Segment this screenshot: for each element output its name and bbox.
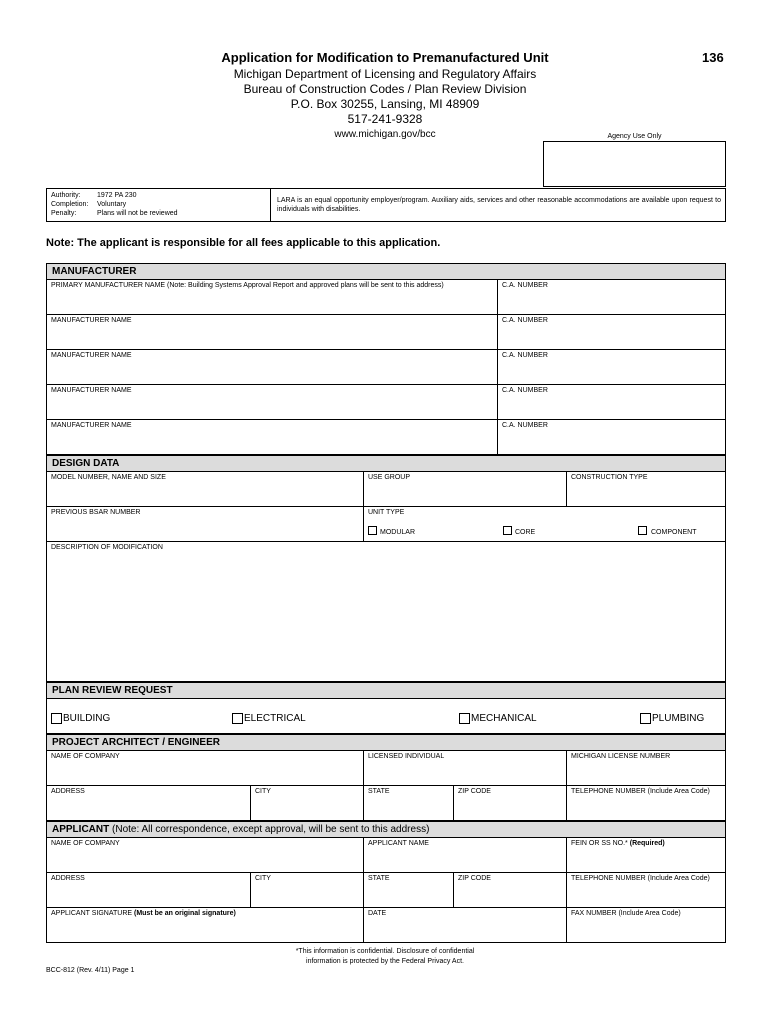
use-group-field[interactable]: USE GROUP [368, 474, 411, 481]
fein-required: (Required) [627, 840, 665, 847]
divider [250, 785, 251, 821]
modular-checkbox[interactable] [368, 526, 377, 535]
core-label: CORE [515, 529, 536, 536]
divider [46, 506, 726, 507]
ca-number-field-4[interactable]: C.A. NUMBER [502, 387, 548, 394]
divider [566, 837, 567, 943]
signature-field[interactable] [51, 910, 236, 917]
applicant-heading-note: (Note: All correspondence, except approval, will be sent to this address) [109, 824, 430, 835]
divider [453, 872, 454, 907]
unit-type-label: UNIT TYPE [368, 509, 405, 516]
phone-number: 517-241-9328 [347, 112, 423, 126]
building-label: BUILDING [63, 713, 111, 724]
divider [46, 419, 726, 420]
penalty-label: Penalty: [51, 210, 77, 217]
divider [363, 750, 364, 821]
applicant-address-field[interactable]: ADDRESS [51, 875, 85, 882]
ca-number-field-5[interactable]: C.A. NUMBER [502, 422, 548, 429]
privacy-note-2: information is protected by the Federal Privacy Act. [306, 958, 464, 965]
licensed-individual-field[interactable]: LICENSED INDIVIDUAL [368, 753, 445, 760]
divider [46, 785, 726, 786]
divider [46, 541, 726, 542]
manufacturer-name-field-5[interactable]: MANUFACTURER NAME [51, 422, 132, 429]
applicant-company-field[interactable]: NAME OF COMPANY [51, 840, 120, 847]
divider [363, 837, 364, 943]
applicant-heading [46, 821, 726, 838]
applicant-zip-field[interactable]: ZIP CODE [458, 875, 491, 882]
bureau-name: Bureau of Construction Codes / Plan Review Division [243, 82, 527, 96]
architect-city-field[interactable]: CITY [255, 788, 271, 795]
privacy-note-1: *This information is confidential. Disclosure of confidential [295, 948, 475, 955]
divider [453, 785, 454, 821]
architect-state-field[interactable]: STATE [368, 788, 390, 795]
applicant-state-field[interactable]: STATE [368, 875, 390, 882]
component-label: COMPONENT [651, 529, 697, 536]
signature-note: (Must be an original signature) [133, 910, 236, 917]
design-data-section [46, 471, 726, 682]
website-link[interactable]: www.michigan.gov/bcc [334, 129, 436, 140]
divider [250, 872, 251, 907]
architect-zip-field[interactable]: ZIP CODE [458, 788, 491, 795]
description-field[interactable]: DESCRIPTION OF MODIFICATION [51, 544, 163, 551]
ca-number-field-1[interactable]: C.A. NUMBER [502, 282, 548, 289]
agency-use-box [543, 141, 726, 187]
authority-value: 1972 PA 230 [97, 192, 137, 199]
lara-statement: LARA is an equal opportunity employer/program. Auxiliary aids, services and other reasonable accommodations are available upon request to individuals with disabilities. [277, 197, 721, 213]
design-data-heading: DESIGN DATA [46, 455, 726, 472]
plan-review-section [46, 698, 726, 734]
ca-number-field-2[interactable]: C.A. NUMBER [502, 317, 548, 324]
divider [566, 471, 567, 506]
page-number: BCC-812 (Rev. 4/11) Page 1 [46, 967, 135, 974]
manufacturer-name-field-2[interactable]: MANUFACTURER NAME [51, 317, 132, 324]
mailing-address: P.O. Box 30255, Lansing, MI 48909 [290, 97, 480, 111]
electrical-checkbox[interactable] [232, 713, 243, 724]
plumbing-label: PLUMBING [652, 713, 705, 724]
previous-bsar-field[interactable]: PREVIOUS BSAR NUMBER [51, 509, 141, 516]
divider [497, 279, 498, 455]
construction-type-field[interactable]: CONSTRUCTION TYPE [571, 474, 648, 481]
core-checkbox[interactable] [503, 526, 512, 535]
manufacturer-name-field-3[interactable]: MANUFACTURER NAME [51, 352, 132, 359]
divider [46, 872, 726, 873]
divider [46, 349, 726, 350]
modular-label: MODULAR [380, 529, 416, 536]
form-title: Application for Modification to Premanufactured Unit [221, 50, 549, 65]
manufacturer-name-field-4[interactable]: MANUFACTURER NAME [51, 387, 132, 394]
mechanical-checkbox[interactable] [459, 713, 470, 724]
authority-divider [270, 188, 271, 222]
applicant-section [46, 837, 726, 943]
agency-use-label: Agency Use Only [607, 133, 662, 140]
plan-review-heading: PLAN REVIEW REQUEST [46, 682, 726, 699]
form-number: 136 [702, 50, 724, 65]
applicant-phone-field[interactable]: TELEPHONE NUMBER (Include Area Code) [571, 875, 710, 882]
license-number-field[interactable]: MICHIGAN LICENSE NUMBER [571, 753, 671, 760]
architect-heading: PROJECT ARCHITECT / ENGINEER [46, 734, 726, 751]
divider [46, 384, 726, 385]
manufacturer-heading: MANUFACTURER [46, 263, 726, 280]
fee-note: Note: The applicant is responsible for all fees applicable to this application. [46, 237, 441, 249]
department-name: Michigan Department of Licensing and Regulatory Affairs [233, 67, 537, 81]
date-field[interactable]: DATE [368, 910, 387, 917]
manufacturer-section [46, 279, 726, 455]
signature-label: APPLICANT SIGNATURE [51, 910, 134, 917]
divider [46, 314, 726, 315]
mechanical-label: MECHANICAL [471, 713, 537, 724]
penalty-value: Plans will not be reviewed [97, 210, 178, 217]
authority-label: Authority: [51, 192, 81, 199]
building-checkbox[interactable] [51, 713, 62, 724]
architect-company-field[interactable]: NAME OF COMPANY [51, 753, 120, 760]
model-number-field[interactable]: MODEL NUMBER, NAME AND SIZE [51, 474, 166, 481]
plumbing-checkbox[interactable] [640, 713, 651, 724]
divider [566, 750, 567, 821]
architect-phone-field[interactable]: TELEPHONE NUMBER (Include Area Code) [571, 788, 710, 795]
architect-address-field[interactable]: ADDRESS [51, 788, 85, 795]
divider [46, 907, 726, 908]
completion-value: Voluntary [97, 201, 127, 208]
applicant-name-field[interactable]: APPLICANT NAME [368, 840, 429, 847]
fein-field[interactable] [571, 840, 665, 847]
applicant-city-field[interactable]: CITY [255, 875, 271, 882]
primary-manufacturer-field[interactable]: PRIMARY MANUFACTURER NAME (Note: Building Systems Approval Report and approved plans will be sent to this address) [51, 282, 444, 289]
fein-label: FEIN OR SS NO.* [571, 840, 628, 847]
ca-number-field-3[interactable]: C.A. NUMBER [502, 352, 548, 359]
divider [363, 471, 364, 541]
completion-label: Completion: [51, 201, 89, 208]
component-checkbox[interactable] [638, 526, 647, 535]
applicant-heading-title: APPLICANT [52, 824, 110, 835]
fax-field[interactable]: FAX NUMBER (Include Area Code) [571, 910, 681, 917]
electrical-label: ELECTRICAL [244, 713, 306, 724]
